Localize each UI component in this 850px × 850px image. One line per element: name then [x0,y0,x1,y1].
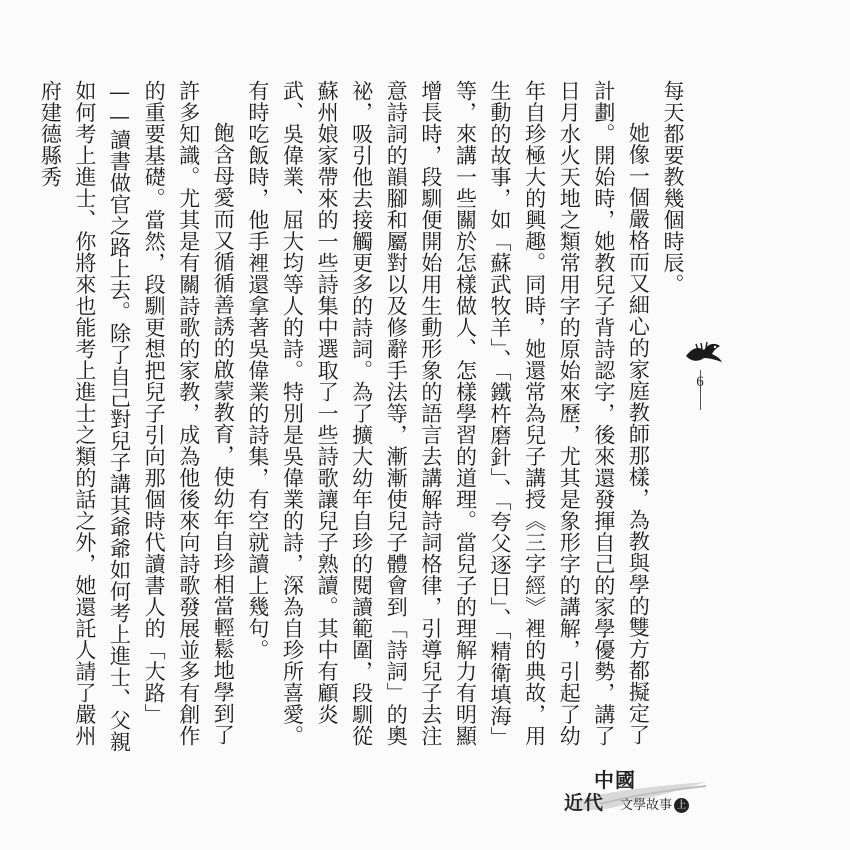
paragraph-1: 每天都要教幾個時辰。 [661,80,685,295]
paragraph-3: 飽含母愛而又循循善誘的啟蒙教育，使幼年自珍相當輕鬆地學到了許多知識。尤其是有關詩歌的家教，成為他後來向詩歌發展並多有創作的重要基礎。當然，段馴更想把兒子引向那個時代讀書人的「大路」——讀書做官之路上去。除了自己對兒子講其爺爺如何考上進士、父親如何考上進士、你將來也能考上進士之類的話之外，她還託人請了嚴州府建德縣秀 [38,80,236,753]
paragraph-2: 她像一個嚴格而又細心的家庭教師那樣，為教與學的雙方都擬定了計劃。開始時，她教兒子背詩認字，後來還發揮自己的家學優勢，講了日月水火天地之類常用字的原始來歷，尤其是象形字的講解，引起了幼年自珍極大的興趣。同時，她還常為兒子講授《三字經》裡的典故，用生動的故事，如「蘇武牧羊」、「鐵杵磨針」、「夸父逐日」、「精衛填海」等，來講一些關於怎樣做人、怎樣學習的道理。當兒子的理解力有明顯增長時，段馴便開始用生動形象的語言去講解詩詞格律，引導兒子去注意詩詞的韻腳和屬對以及修辭手法等，漸漸使兒子體會到「詩詞」的奧祕，吸引他去接觸更多的詩詞。為了擴大幼年自珍的閱讀範圍，段馴從蘇州娘家帶來的一些詩集中選取了一些詩歌讓兒子熟讀。其中有顧炎武、吳偉業、屈大均等人的詩。特別是吳偉業的詩，深為自珍所喜愛。有時吃飯時，他手裡還拿著吳偉業的詩集，有空就讀上幾句。 [245,80,651,748]
book-title-suffix-group [620,794,689,813]
dragon-icon [684,336,724,366]
body-text [38,80,690,760]
page-number: 6 [696,374,704,390]
book-title-suffix: 文學故事 [620,798,673,813]
book-title-footer [560,762,710,822]
volume-badge: 上 [674,798,689,813]
book-title-main: 中國 [594,768,636,792]
book-title-sub: 近代 [564,792,605,814]
